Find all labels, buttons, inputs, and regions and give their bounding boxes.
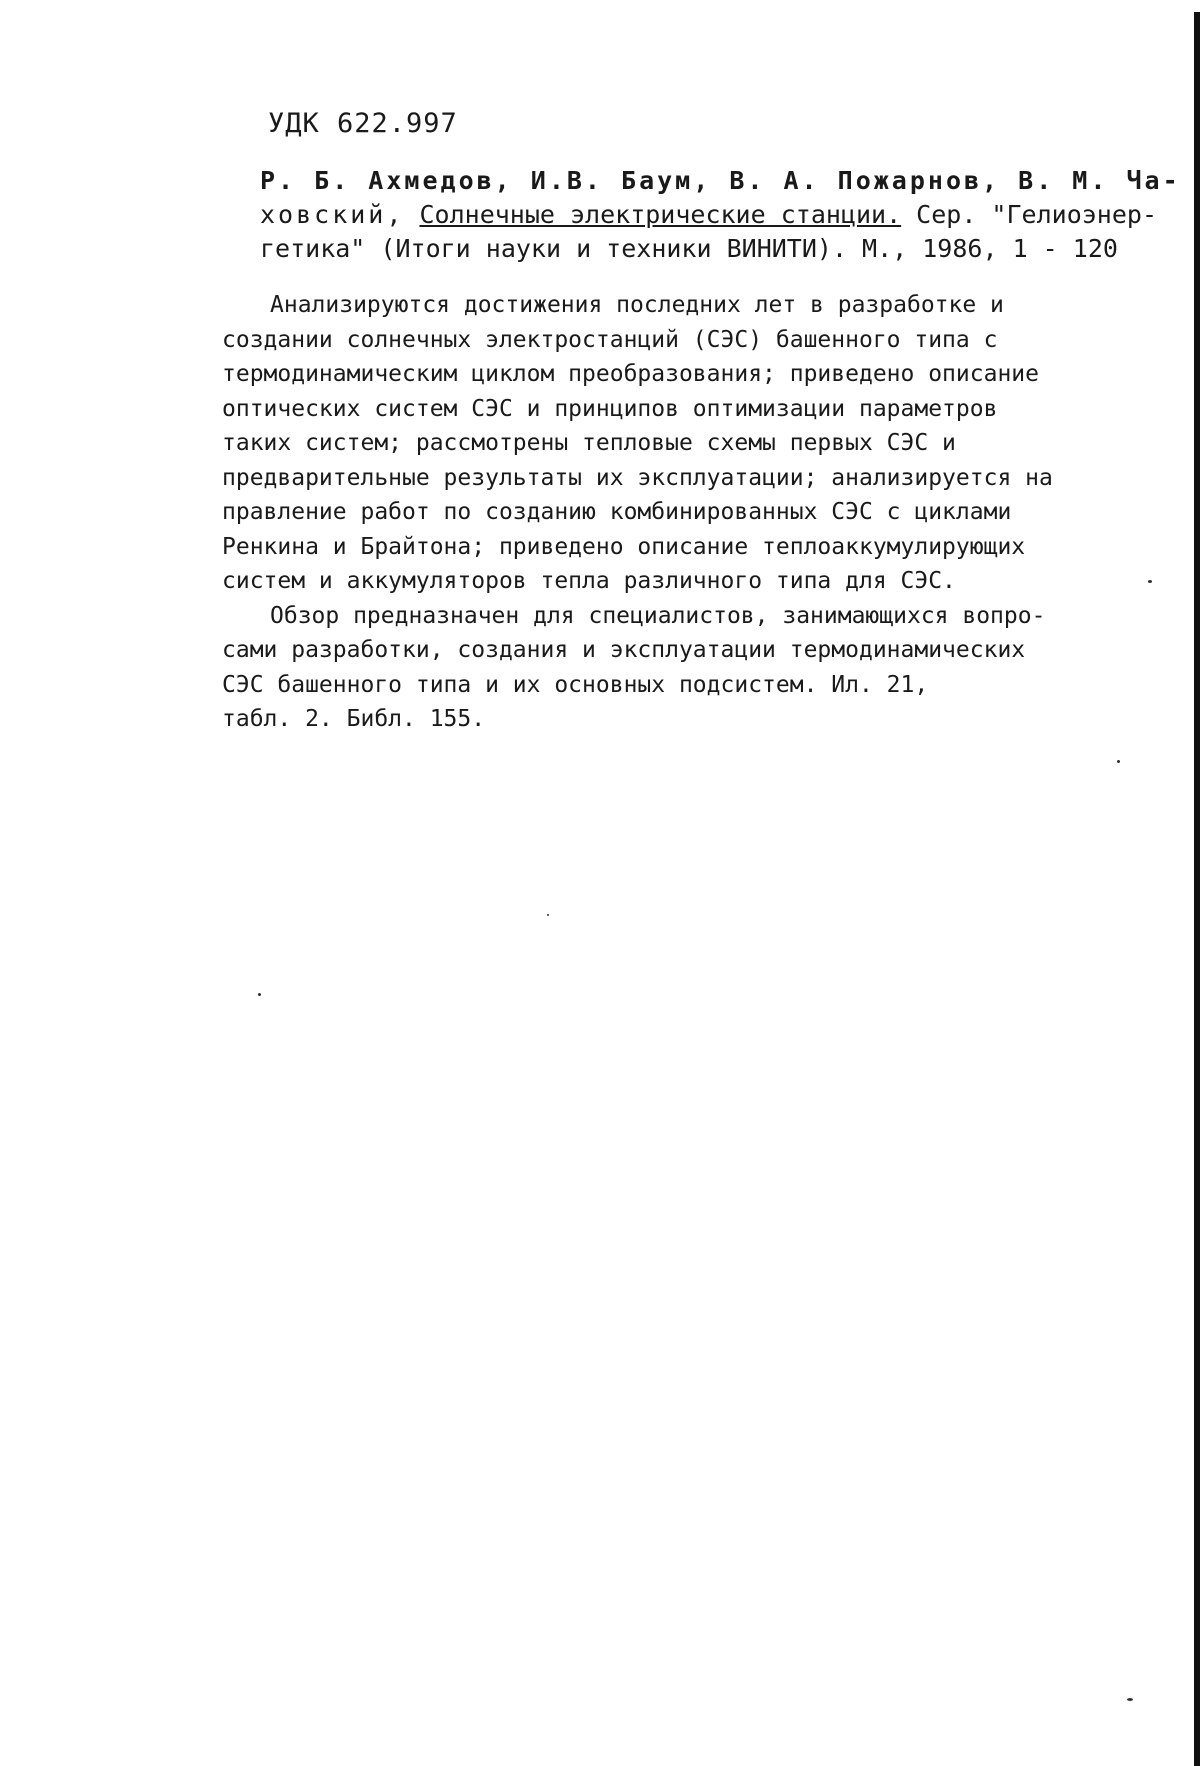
abstract-line: термодинамическим циклом преобразования; приведено описание bbox=[222, 361, 1039, 387]
bibliographic-citation bbox=[260, 164, 1190, 266]
citation-line-source: гетика" (Итоги науки и техники ВИНИТИ). М., 1986, 1 - 120 bbox=[260, 234, 1118, 263]
udk-code: УДК 622.997 bbox=[268, 108, 458, 139]
abstract-line: правление работ по созданию комбинированных СЭС с циклами bbox=[222, 499, 1012, 525]
abstract-line: таких систем; рассмотрены тепловые схемы первых СЭС и bbox=[222, 430, 956, 456]
citation-title: Солнечные электрические станции. bbox=[419, 200, 902, 229]
abstract-line: создании солнечных электростанций (СЭС) башенного типа с bbox=[222, 326, 998, 353]
scan-edge-border bbox=[1194, 12, 1200, 1766]
abstract-line: предварительные результаты их эксплуатации; анализируется на bbox=[222, 464, 1053, 491]
scan-speck bbox=[1127, 1698, 1133, 1701]
scan-speck bbox=[258, 993, 261, 996]
abstract-line: оптических систем СЭС и принципов оптимизации параметров bbox=[222, 395, 998, 422]
scan-speck bbox=[547, 914, 549, 916]
citation-line-title bbox=[260, 198, 1190, 232]
abstract-line: Анализируются достижения последних лет в разработке и bbox=[270, 292, 1004, 318]
abstract-line: сами разработки, создания и эксплуатации термодинамических bbox=[222, 637, 1026, 663]
abstract-text bbox=[222, 288, 1192, 737]
abstract-line: табл. 2. Библ. 155. bbox=[222, 706, 486, 732]
abstract-line: СЭС башенного типа и их основных подсистем. Ил. 21, bbox=[222, 671, 929, 698]
citation-authors-end: ховский, bbox=[260, 200, 405, 229]
abstract-line: Ренкина и Брайтона; приведено описание теплоаккумулирующих bbox=[222, 533, 1026, 560]
abstract-line: систем и аккумуляторов тепла различного типа для СЭС. bbox=[222, 568, 956, 594]
abstract-line: Обзор предназначен для специалистов, занимающихся вопро- bbox=[270, 602, 1046, 629]
citation-line-authors: Р. Б. Ахмедов, И.В. Баум, В. А. Пожарнов, В. М. Ча- bbox=[260, 166, 1181, 195]
scan-speck bbox=[1117, 760, 1120, 763]
citation-series: Сер. "Гелиоэнер- bbox=[901, 200, 1157, 229]
scan-speck bbox=[1148, 580, 1152, 583]
